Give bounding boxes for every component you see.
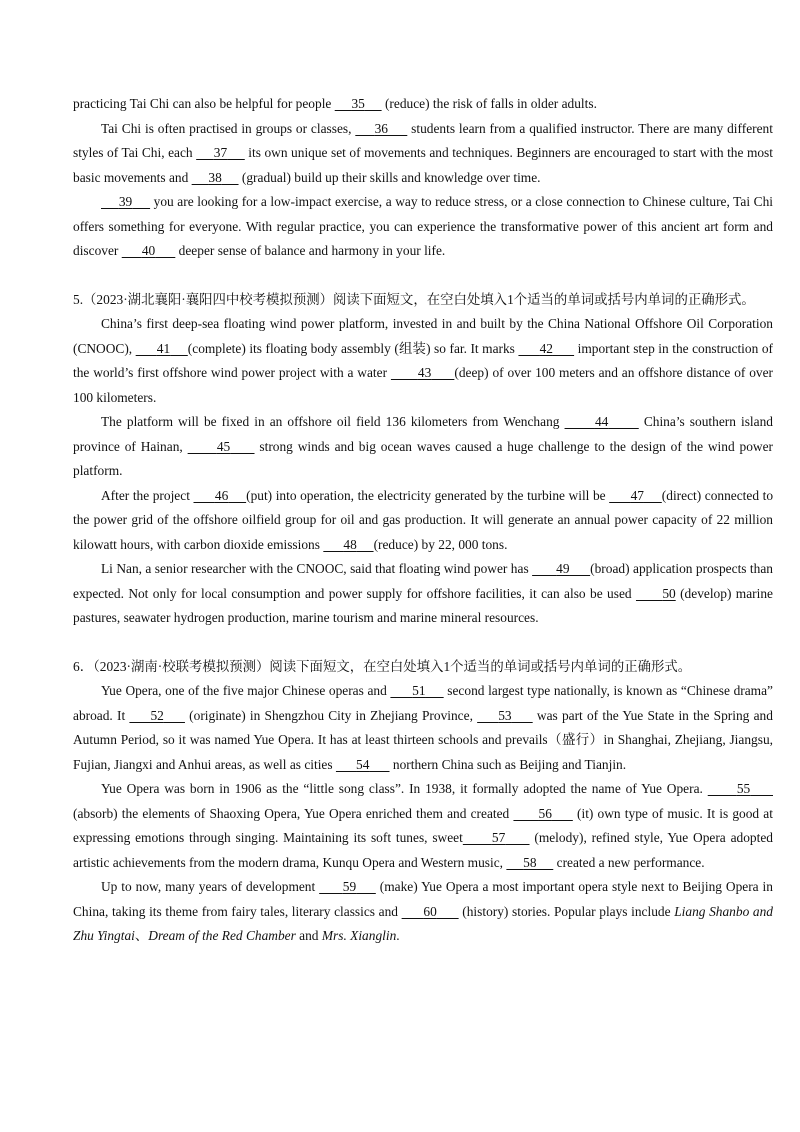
blank-39[interactable]: 39 (118, 194, 133, 209)
blank-59[interactable]: 59 (342, 879, 357, 894)
passage-paragraph: Yue Opera, one of the five major Chinese operas and 51 second largest type nationally, is known as “Chinese drama” abroad. It 52 (originate) in Shengzhou City in Zhejiang Province, 53 was part of the Yue State in the Spring and Autumn Period, so it was named Yue Opera. It has at least thirteen schools and prevails（盛行）in Shanghai, Zhejiang, Jiangsu, Fujian, Jiangxi and Anhui areas, as well as cities 54 northern China such as Beijing and Tianjin. (73, 683, 773, 772)
blank-45[interactable]: 45 (216, 438, 231, 454)
blank-58[interactable]: 58 (523, 854, 537, 870)
blank-57[interactable]: 57 (491, 830, 506, 845)
blank-55[interactable]: 55 (736, 781, 751, 796)
passage-paragraph: practicing Tai Chi can also be helpful for people 35 (reduce) the risk of falls in older adults. (73, 96, 597, 111)
blank-56[interactable]: 56 (538, 805, 552, 821)
blank-41[interactable]: 41 (156, 340, 171, 356)
passage-paragraph: 39 you are looking for a low-impact exercise, a way to reduce stress, or a close connection to Chinese culture, Tai Chi offers something for everyone. With regular practice, you can experience the transformative power of this ancient art form and discover 40 deeper sense of balance and harmony in your life. (73, 194, 773, 258)
blank-50[interactable]: 50 (662, 585, 676, 601)
blank-46[interactable]: 46 (214, 487, 229, 503)
question-5-heading: 5.（2023·湖北襄阳·襄阳四中校考模拟预测）阅读下面短文，在空白处填入1个适当的单词或括号内单词的正确形式。 (73, 291, 755, 307)
question-6-heading: 6．（2023·湖南·校联考模拟预测）阅读下面短文，在空白处填入1个适当的单词或括号内单词的正确形式。 (73, 658, 692, 674)
blank-49[interactable]: 49 (556, 561, 570, 576)
blank-51[interactable]: 51 (412, 683, 426, 698)
passage-paragraph: Tai Chi is often practised in groups or classes, 36 students learn from a qualified instructor. There are many different styles of Tai Chi, each 37 its own unique set of movements and techniques. Beginners are encouraged to start with the most basic movements and 38 (gradual) build up their skills and knowledge over time. (73, 120, 773, 185)
blank-54[interactable]: 54 (356, 756, 370, 772)
passage-paragraph: Up to now, many years of development 59 (make) Yue Opera a most important opera style next to Beijing Opera in China, taking its theme from fairy tales, literary classics and 60 (history) stories. Popular plays include Liang Shanbo and Zhu Yingtai、Dream of the Red Chamber and Mrs. Xianglin. (73, 879, 773, 943)
play-title: Liang Shanbo and Zhu Yingtai (73, 903, 773, 943)
blank-43[interactable]: 43 (417, 365, 432, 380)
passage-paragraph: The platform will be fixed in an offshore oil field 136 kilometers from Wenchang 44 China’s southern island province of Hainan, 45 strong winds and big ocean waves caused a huge challenge to the design of the wind power platform. (73, 414, 773, 478)
blank-60[interactable]: 60 (423, 903, 437, 919)
passage-paragraph: China’s first deep-sea floating wind power platform, invested in and built by the China National Offshore Oil Corporation (CNOOC), 41 (complete) its floating body assembly (组装) so far. It marks 42 important step in the construction of the world’s first offshore wind power project with a water 43 (deep) of over 100 meters and an offshore distance of over 100 kilometers. (73, 316, 773, 405)
document-page (73, 92, 773, 949)
passage-paragraph: Yue Opera was born in 1906 as the “little song class”. In 1938, it formally adopted the name of Yue Opera. 55 (absorb) the elements of Shaoxing Opera, Yue Opera enriched them and created 56 (it) own type of music. It is good at expressing emotions through singing. Maintaining its soft tunes, sweet 57 (melody), refined style, Yue Opera adopted artistic achievements from the modern drama, Kunqu Opera and Western music, 58 created a new performance. (73, 781, 773, 870)
passage-paragraph: After the project 46 (put) into operation, the electricity generated by the turbine will be 47 (direct) connected to the power grid of the offshore oilfield group for oil and gas production. It will generate an annual power capacity of 22 million kilowatt hours, with carbon dioxide emissions 48 (reduce) by 22, 000 tons. (73, 487, 774, 552)
blank-38[interactable]: 38 (208, 169, 222, 185)
play-title: Dream of the Red Chamber (148, 928, 296, 943)
blank-47[interactable]: 47 (630, 487, 644, 503)
play-title: Mrs. Xianglin (321, 928, 397, 943)
blank-36[interactable]: 36 (374, 120, 388, 136)
blank-44[interactable]: 44 (594, 414, 609, 429)
blank-40[interactable]: 40 (141, 243, 156, 258)
blank-53[interactable]: 53 (498, 707, 512, 723)
blank-42[interactable]: 42 (539, 340, 553, 356)
passage-paragraph: Li Nan, a senior researcher with the CNOOC, said that floating wind power has 49 (broad) application prospects than expected. Not only for local consumption and power supply for offshore facilities, it can also be used 50 (develop) marine pastures, seawater hydrogen production, marine tourism and marine mineral resources. (73, 561, 773, 625)
blank-35[interactable]: 35 (351, 96, 365, 111)
blank-37[interactable]: 37 (213, 145, 228, 160)
blank-48[interactable]: 48 (343, 536, 357, 552)
blank-52[interactable]: 52 (150, 707, 164, 723)
